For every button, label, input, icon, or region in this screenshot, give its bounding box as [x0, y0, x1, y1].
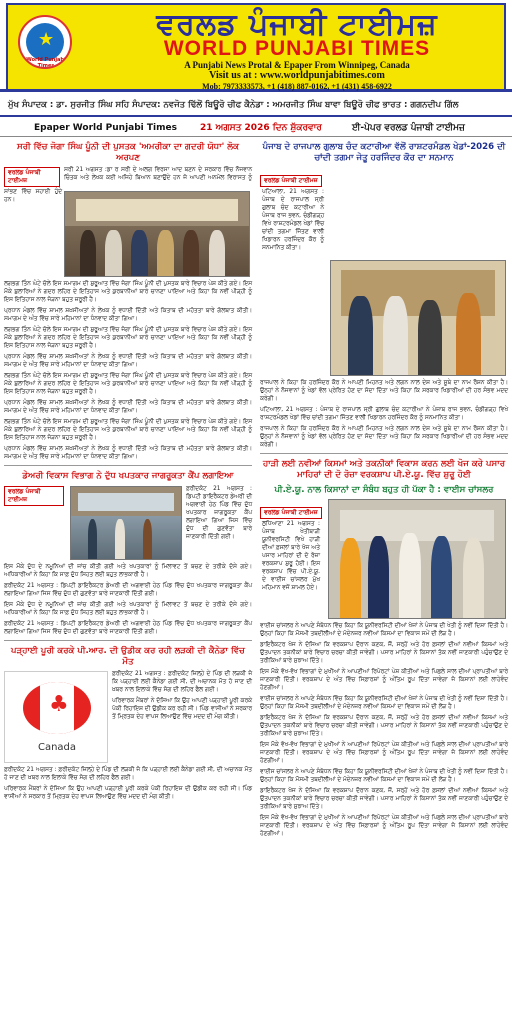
divider [4, 465, 252, 466]
article-badge [260, 167, 326, 256]
dairy-camp-photo[interactable] [70, 486, 182, 560]
article-paragraph: ਡਾਇਰੈਕਟਰ ਖੋਜ ਨੇ ਦੱਸਿਆ ਕਿ ਵਰਕਸ਼ਾਪ ਦੌਰਾਨ ਕਣਕ, ਜੌਂ, ਸਰ੍ਹੋਂ ਅਤੇ ਹੋਰ ਫ਼ਸਲਾਂ ਦੀਆਂ ਨਵੀਆਂ ਕਿਸਮਾਂ ਅਤੇ ਉਤਪਾਦਨ ਤਕਨੀਕਾਂ ਬਾਰੇ ਵਿਚਾਰ ਚਰਚਾ ਕੀਤੀ ਜਾਵੇਗੀ। ਪਸਾਰ ਮਾਹਿਰਾਂ ਨੇ ਕਿਸਾਨਾਂ ਤੱਕ ਨਵੀਂ ਜਾਣਕਾਰੀ ਪਹੁੰਚਾਉਣ ਦੇ ਤਰੀਕਿਆਂ ਬਾਰੇ ਸੁਝਾਅ ਦਿੱਤੇ। [260, 642, 508, 665]
person [383, 296, 407, 376]
person [105, 230, 122, 276]
wall-panel [340, 510, 495, 541]
article-paragraph: ਇਸ ਮੌਕੇ ਦੁੱਧ ਦੇ ਨਮੂਨਿਆਂ ਦੀ ਜਾਂਚ ਕੀਤੀ ਗਈ ਅਤੇ ਖਪਤਕਾਰਾਂ ਨੂੰ ਮਿਲਾਵਟ ਤੋਂ ਬਚਣ ਦੇ ਤਰੀਕੇ ਦੱਸੇ ਗਏ। ਅਧਿਕਾਰੀਆਂ ਨੇ ਕਿਹਾ ਕਿ ਸਾਫ਼ ਦੁੱਧ ਸਿਹਤ ਲਈ ਬਹੁਤ ਲਾਭਕਾਰੀ ਹੈ। [4, 563, 252, 578]
article-paragraph: ਪਟਿਆਲਾ, 21 ਅਗਸਤ : ਪੰਜਾਬ ਦੇ ਰਾਜਪਾਲ ਸ੍ਰੀ ਗੁਲਾਬ ਚੰਦ ਕਟਾਰੀਆ ਨੇ ਪੰਜਾਬ ਰਾਜ ਭਵਨ, ਚੰਡੀਗੜ੍ਹ ਵਿਖੇ ਰਾਸ਼ਟਰਮੰਡਲ ਖੇਡਾਂ ਵਿੱਚ ਚਾਂਦੀ ਤਗਮਾ ਜਿੱਤਣ ਵਾਲੀ ਖਿਡਾਰਨ ਹਰਜਿੰਦਰ ਕੌਰ ਨੂੰ ਸਨਮਾਨਿਤ ਕੀਤਾ। [260, 407, 508, 422]
article-headline[interactable]: ਹਾੜੀ ਲਈ ਨਵੀਆਂ ਕਿਸਮਾਂ ਅਤੇ ਤਕਨੀਕਾਂ ਵਿਕਾਸ ਕਰਨ ਲਈ ਖੋਜ ਕਰੇ ਪਸਾਰ ਮਾਹਿਰਾਂ ਦੀ ਦੋ ਰੋਜ਼ਾ ਵਰਕਸ਼ਾਪ ਪੀ.ਏ.ਯੂ. ਵਿੱਚ ਸ਼ੁਰੂ ਹੋਈ [262, 459, 506, 480]
person [143, 519, 153, 559]
article-body [2, 165, 254, 279]
paper-badge: ਵਰਲਡ ਪੰਜਾਬੀ ਟਾਈਮਜ਼ [4, 167, 60, 187]
article-paragraph: ਫ਼ਰੀਦਕੋਟ 21 ਅਗਸਤ : ਫ਼ਰੀਦਕੋਟ ਜ਼ਿਲ੍ਹੇ ਦੇ ਪਿੰਡ ਦੀ ਲੜਕੀ ਜੋ ਕਿ ਪੜ੍ਹਾਈ ਲਈ ਕੈਨੇਡਾ ਗਈ ਸੀ, ਦੀ ਅਚਾਨਕ ਮੌਤ ਹੋ ਜਾਣ ਦੀ ਖ਼ਬਰ ਨਾਲ ਇਲਾਕੇ ਵਿੱਚ ਸੋਗ ਦੀ ਲਹਿਰ ਫੈਲ ਗਈ। [112, 671, 252, 694]
person [463, 538, 484, 618]
article-paragraph: ਲਗਭਗ ਤਿੰਨ ਘੰਟੇ ਚੱਲੇ ਇਸ ਸਮਾਗਮ ਦੀ ਸ਼ੁਰੂਆਤ ਵਿੱਚ ਜੋਗਾ ਸਿੰਘ ਪੂੰਨੀ ਦੀ ਪੁਸਤਕ ਬਾਰੇ ਵਿਚਾਰ ਪੇਸ਼ ਕੀਤੇ ਗਏ। ਇਸ ਮੌਕੇ ਬੁਲਾਰਿਆਂ ਨੇ ਗਦਰ ਲਹਿਰ ਦੇ ਇਤਿਹਾਸ ਅਤੇ ਕੁਰਬਾਨੀਆਂ ਬਾਰੇ ਚਾਨਣਾ ਪਾਇਆ ਅਤੇ ਕਿਹਾ ਕਿ ਨਵੀਂ ਪੀੜ੍ਹੀ ਨੂੰ ਇਸ ਇਤਿਹਾਸ ਨਾਲ ਜੋੜਨਾ ਬਹੁਤ ਜ਼ਰੂਰੀ ਹੈ। [4, 373, 252, 396]
article-body [2, 669, 254, 765]
maple-leaf-icon: ♣ [49, 692, 69, 718]
article-badge [4, 167, 60, 187]
paper-badge: ਵਰਲਡ ਪੰਜਾਬੀ ਟਾਈਮਜ਼ [4, 486, 64, 506]
article-paragraph: ਫ਼ਰੀਦਕੋਟ 21 ਅਗਸਤ : ਡਿਪਟੀ ਡਾਇਰੈਕਟਰ ਡੇਅਰੀ ਦੀ ਅਗਵਾਈ ਹੇਠ ਪਿੰਡ ਵਿੱਚ ਦੁੱਧ ਖਪਤਕਾਰ ਜਾਗਰੂਕਤਾ ਕੈਂਪ ਲਗਾਇਆ ਗਿਆ ਜਿਸ ਵਿੱਚ ਦੁੱਧ ਦੀ ਗੁਣਵੱਤਾ ਬਾਰੇ ਜਾਣਕਾਰੀ ਦਿੱਤੀ ਗਈ। [4, 582, 252, 597]
person [209, 230, 226, 276]
article-paragraph: ਫ਼ਰੀਦਕੋਟ 21 ਅਗਸਤ : ਫ਼ਰੀਦਕੋਟ ਜ਼ਿਲ੍ਹੇ ਦੇ ਪਿੰਡ ਦੀ ਲੜਕੀ ਜੋ ਕਿ ਪੜ੍ਹਾਈ ਲਈ ਕੈਨੇਡਾ ਗਈ ਸੀ, ਦੀ ਅਚਾਨਕ ਮੌਤ ਹੋ ਜਾਣ ਦੀ ਖ਼ਬਰ ਨਾਲ ਇਲਾਕੇ ਵਿੱਚ ਸੋਗ ਦੀ ਲਹਿਰ ਫੈਲ ਗਈ। [4, 767, 252, 782]
article-paragraph: ਡਾਇਰੈਕਟਰ ਖੋਜ ਨੇ ਦੱਸਿਆ ਕਿ ਵਰਕਸ਼ਾਪ ਦੌਰਾਨ ਕਣਕ, ਜੌਂ, ਸਰ੍ਹੋਂ ਅਤੇ ਹੋਰ ਫ਼ਸਲਾਂ ਦੀਆਂ ਨਵੀਆਂ ਕਿਸਮਾਂ ਅਤੇ ਉਤਪਾਦਨ ਤਕਨੀਕਾਂ ਬਾਰੇ ਵਿਚਾਰ ਚਰਚਾ ਕੀਤੀ ਜਾਵੇਗੀ। ਪਸਾਰ ਮਾਹਿਰਾਂ ਨੇ ਕਿਸਾਨਾਂ ਤੱਕ ਨਵੀਂ ਜਾਣਕਾਰੀ ਪਹੁੰਚਾਉਣ ਦੇ ਤਰੀਕਿਆਂ ਬਾਰੇ ਸੁਝਾਅ ਦਿੱਤੇ। [260, 715, 508, 738]
article-paragraph: ਰਾਜਪਾਲ ਨੇ ਕਿਹਾ ਕਿ ਹਰਜਿੰਦਰ ਕੌਰ ਨੇ ਆਪਣੀ ਮਿਹਨਤ ਅਤੇ ਲਗਨ ਨਾਲ ਦੇਸ਼ ਅਤੇ ਸੂਬੇ ਦਾ ਨਾਮ ਰੌਸ਼ਨ ਕੀਤਾ ਹੈ। ਉਨ੍ਹਾਂ ਨੇ ਨੌਜਵਾਨਾਂ ਨੂੰ ਖੇਡਾਂ ਵੱਲ ਪ੍ਰੇਰਿਤ ਹੋਣ ਦਾ ਸੱਦਾ ਦਿੱਤਾ ਅਤੇ ਕਿਹਾ ਕਿ ਸਰਕਾਰ ਖਿਡਾਰੀਆਂ ਦੀ ਹਰ ਸੰਭਵ ਮਦਦ ਕਰੇਗੀ। [260, 426, 508, 449]
paper-badge: ਵਰਲਡ ਪੰਜਾਬੀ ਟਾਈਮਜ਼ [260, 507, 322, 519]
divider [260, 453, 508, 454]
article-badge [260, 499, 322, 596]
right-column [258, 140, 510, 1024]
newspaper-logo [18, 15, 72, 69]
article-paragraph: ਪਟਿਆਲਾ, 21 ਅਗਸਤ : ਪੰਜਾਬ ਦੇ ਰਾਜਪਾਲ ਸ੍ਰੀ ਗੁਲਾਬ ਚੰਦ ਕਟਾਰੀਆ ਨੇ ਪੰਜਾਬ ਰਾਜ ਭਵਨ, ਚੰਡੀਗੜ੍ਹ ਵਿਖੇ ਰਾਸ਼ਟਰਮੰਡਲ ਖੇਡਾਂ ਵਿੱਚ ਚਾਂਦੀ ਤਗਮਾ ਜਿੱਤਣ ਵਾਲੀ ਖਿਡਾਰਨ ਹਰਜਿੰਦਰ ਕੌਰ ਨੂੰ ਸਨਮਾਨਿਤ ਕੀਤਾ। [262, 189, 324, 252]
article-paragraph: ਲਗਭਗ ਤਿੰਨ ਘੰਟੇ ਚੱਲੇ ਇਸ ਸਮਾਗਮ ਦੀ ਸ਼ੁਰੂਆਤ ਵਿੱਚ ਜੋਗਾ ਸਿੰਘ ਪੂੰਨੀ ਦੀ ਪੁਸਤਕ ਬਾਰੇ ਵਿਚਾਰ ਪੇਸ਼ ਕੀਤੇ ਗਏ। ਇਸ ਮੌਕੇ ਬੁਲਾਰਿਆਂ ਨੇ ਗਦਰ ਲਹਿਰ ਦੇ ਇਤਿਹਾਸ ਅਤੇ ਕੁਰਬਾਨੀਆਂ ਬਾਰੇ ਚਾਨਣਾ ਪਾਇਆ ਅਤੇ ਕਿਹਾ ਕਿ ਨਵੀਂ ਪੀੜ੍ਹੀ ਨੂੰ ਇਸ ਇਤਿਹਾਸ ਨਾਲ ਜੋੜਨਾ ਬਹੁਤ ਜ਼ਰੂਰੀ ਹੈ। [4, 419, 252, 442]
article-paragraph: ਇਸ ਮੌਕੇ ਦੁੱਧ ਦੇ ਨਮੂਨਿਆਂ ਦੀ ਜਾਂਚ ਕੀਤੀ ਗਈ ਅਤੇ ਖਪਤਕਾਰਾਂ ਨੂੰ ਮਿਲਾਵਟ ਤੋਂ ਬਚਣ ਦੇ ਤਰੀਕੇ ਦੱਸੇ ਗਏ। ਅਧਿਕਾਰੀਆਂ ਨੇ ਕਿਹਾ ਕਿ ਸਾਫ਼ ਦੁੱਧ ਸਿਹਤ ਲਈ ਬਹੁਤ ਲਾਭਕਾਰੀ ਹੈ। [4, 601, 252, 616]
article-paragraph: ਇਸ ਮੌਕੇ ਵੱਖ-ਵੱਖ ਵਿਭਾਗਾਂ ਦੇ ਮੁਖੀਆਂ ਨੇ ਆਪਣੀਆਂ ਰਿਪੋਰਟਾਂ ਪੇਸ਼ ਕੀਤੀਆਂ ਅਤੇ ਪਿਛਲੇ ਸਾਲ ਦੀਆਂ ਪ੍ਰਾਪਤੀਆਂ ਬਾਰੇ ਜਾਣਕਾਰੀ ਦਿੱਤੀ। ਵਰਕਸ਼ਾਪ ਦੇ ਅੰਤ ਵਿੱਚ ਸਿਫ਼ਾਰਸ਼ਾਂ ਨੂੰ ਅੰਤਿਮ ਰੂਪ ਦਿੱਤਾ ਜਾਵੇਗਾ ਜੋ ਕਿਸਾਨਾਂ ਲਈ ਲਾਹੇਵੰਦ ਹੋਣਗੀਆਂ। [260, 669, 508, 692]
logo-text: World Punjabi Times [26, 57, 66, 69]
person [348, 296, 372, 376]
article-subheadline: ਪੀ.ਏ.ਯੂ. ਨਾਲ ਕਿਸਾਨਾਂ ਦਾ ਸੰਬੰਧ ਬਹੁਤ ਹੀ ਪੱਕਾ ਹੈ : ਵਾਈਸ ਚਾਂਸਲਰ [274, 484, 494, 495]
person [418, 300, 442, 375]
paper-subline: A Punjabi News Protal & Epaper From Winnipeg, Canada [184, 60, 410, 70]
article-headline[interactable]: ਪੜ੍ਹਾਈ ਪੂਰੀ ਕਰਕੇ ਪੀ.ਆਰ. ਦੀ ਉਡੀਕ ਕਰ ਰਹੀ ਲੜਕੀ ਦੀ ਕੈਨੇਡਾ ਵਿੱਚ ਮੌਤ [11, 645, 245, 667]
person [88, 519, 98, 559]
person [157, 230, 174, 276]
person [183, 230, 200, 276]
pau-workshop-photo[interactable] [328, 499, 506, 619]
article-paragraph: ਲਗਭਗ ਤਿੰਨ ਘੰਟੇ ਚੱਲੇ ਇਸ ਸਮਾਗਮ ਦੀ ਸ਼ੁਰੂਆਤ ਵਿੱਚ ਜੋਗਾ ਸਿੰਘ ਪੂੰਨੀ ਦੀ ਪੁਸਤਕ ਬਾਰੇ ਵਿਚਾਰ ਪੇਸ਼ ਕੀਤੇ ਗਏ। ਇਸ ਮੌਕੇ ਬੁਲਾਰਿਆਂ ਨੇ ਗਦਰ ਲਹਿਰ ਦੇ ਇਤਿਹਾਸ ਅਤੇ ਕੁਰਬਾਨੀਆਂ ਬਾਰੇ ਚਾਨਣਾ ਪਾਇਆ ਅਤੇ ਕਿਹਾ ਕਿ ਨਵੀਂ ਪੀੜ੍ਹੀ ਨੂੰ ਇਸ ਇਤਿਹਾਸ ਨਾਲ ਜੋੜਨਾ ਬਹੁਤ ਜ਼ਰੂਰੀ ਹੈ। [4, 281, 252, 304]
article-badge [4, 486, 64, 506]
epaper-label-punjabi: ਈ-ਪੇਪਰ ਵਰਲਡ ਪੰਜਾਬੀ ਟਾਈਮਜ਼ [352, 123, 465, 133]
paper-title-punjabi: ਵਰਲਡ ਪੰਜਾਬੀ ਟਾਈਮਜ਼ [156, 7, 438, 42]
person [115, 519, 125, 559]
paper-title-english: WORLD PUNJABI TIMES [163, 37, 431, 60]
book-launch-photo[interactable] [64, 191, 250, 277]
article-paragraph: ਇਸ ਮੌਕੇ ਵੱਖ-ਵੱਖ ਵਿਭਾਗਾਂ ਦੇ ਮੁਖੀਆਂ ਨੇ ਆਪਣੀਆਂ ਰਿਪੋਰਟਾਂ ਪੇਸ਼ ਕੀਤੀਆਂ ਅਤੇ ਪਿਛਲੇ ਸਾਲ ਦੀਆਂ ਪ੍ਰਾਪਤੀਆਂ ਬਾਰੇ ਜਾਣਕਾਰੀ ਦਿੱਤੀ। ਵਰਕਸ਼ਾਪ ਦੇ ਅੰਤ ਵਿੱਚ ਸਿਫ਼ਾਰਸ਼ਾਂ ਨੂੰ ਅੰਤਿਮ ਰੂਪ ਦਿੱਤਾ ਜਾਵੇਗਾ ਜੋ ਕਿਸਾਨਾਂ ਲਈ ਲਾਹੇਵੰਦ ਹੋਣਗੀਆਂ। [260, 742, 508, 765]
person [340, 538, 361, 618]
article-paragraph: ਇਸ ਮੌਕੇ ਵੱਖ-ਵੱਖ ਵਿਭਾਗਾਂ ਦੇ ਮੁਖੀਆਂ ਨੇ ਆਪਣੀਆਂ ਰਿਪੋਰਟਾਂ ਪੇਸ਼ ਕੀਤੀਆਂ ਅਤੇ ਪਿਛਲੇ ਸਾਲ ਦੀਆਂ ਪ੍ਰਾਪਤੀਆਂ ਬਾਰੇ ਜਾਣਕਾਰੀ ਦਿੱਤੀ। ਵਰਕਸ਼ਾਪ ਦੇ ਅੰਤ ਵਿੱਚ ਸਿਫ਼ਾਰਸ਼ਾਂ ਨੂੰ ਅੰਤਿਮ ਰੂਪ ਦਿੱਤਾ ਜਾਵੇਗਾ ਜੋ ਕਿਸਾਨਾਂ ਲਈ ਲਾਹੇਵੰਦ ਹੋਣਗੀਆਂ। [260, 815, 508, 838]
masthead-banner [6, 3, 506, 91]
article-headline[interactable]: ਪੰਜਾਬ ਦੇ ਰਾਜਪਾਲ ਗੁਲਾਬ ਚੰਦ ਕਟਾਰੀਆ ਵੱਲੋਂ ਰਾਸ਼ਟਰਮੰਡਲ ਖੇਡਾਂ-2026 ਦੀ ਚਾਂਦੀ ਤਗਮਾ ਜੇਤੂ ਹਰਜਿੰਦਰ ਕੌਰ ਦਾ ਸਨਮਾਨ [262, 142, 506, 163]
left-column [2, 140, 254, 1024]
article-paragraph: ਪਰਿਵਾਰਕ ਮੈਂਬਰਾਂ ਨੇ ਦੱਸਿਆ ਕਿ ਉਹ ਆਪਣੀ ਪੜ੍ਹਾਈ ਪੂਰੀ ਕਰਕੇ ਪੱਕੀ ਰਿਹਾਇਸ਼ ਦੀ ਉਡੀਕ ਕਰ ਰਹੀ ਸੀ। ਪਿੰਡ ਵਾਸੀਆਂ ਨੇ ਸਰਕਾਰ ਤੋਂ ਮ੍ਰਿਤਕ ਦੇਹ ਵਾਪਸ ਲਿਆਉਣ ਵਿੱਚ ਮਦਦ ਦੀ ਮੰਗ ਕੀਤੀ। [112, 698, 252, 721]
governor-felicitation-photo[interactable] [330, 260, 506, 376]
divider [4, 640, 252, 641]
paper-badge: ਵਰਲਡ ਪੰਜਾਬੀ ਟਾਈਮਜ਼ [260, 175, 322, 187]
website-line[interactable]: Visit us at : www.worldpunjabitimes.com [209, 70, 385, 81]
article-paragraph: ਵਾਈਸ ਚਾਂਸਲਰ ਨੇ ਆਪਣੇ ਸੰਬੋਧਨ ਵਿੱਚ ਕਿਹਾ ਕਿ ਯੂਨੀਵਰਸਿਟੀ ਦੀਆਂ ਖੋਜਾਂ ਨੇ ਪੰਜਾਬ ਦੀ ਖੇਤੀ ਨੂੰ ਨਵੀਂ ਦਿਸ਼ਾ ਦਿੱਤੀ ਹੈ। ਉਨ੍ਹਾਂ ਕਿਹਾ ਕਿ ਮੌਸਮੀ ਤਬਦੀਲੀਆਂ ਦੇ ਮੱਦੇਨਜ਼ਰ ਨਵੀਆਂ ਕਿਸਮਾਂ ਦਾ ਵਿਕਾਸ ਸਮੇਂ ਦੀ ਲੋੜ ਹੈ। [260, 696, 508, 711]
article-paragraph: ਰਾਜਪਾਲ ਨੇ ਕਿਹਾ ਕਿ ਹਰਜਿੰਦਰ ਕੌਰ ਨੇ ਆਪਣੀ ਮਿਹਨਤ ਅਤੇ ਲਗਨ ਨਾਲ ਦੇਸ਼ ਅਤੇ ਸੂਬੇ ਦਾ ਨਾਮ ਰੌਸ਼ਨ ਕੀਤਾ ਹੈ। ਉਨ੍ਹਾਂ ਨੇ ਨੌਜਵਾਨਾਂ ਨੂੰ ਖੇਡਾਂ ਵੱਲ ਪ੍ਰੇਰਿਤ ਹੋਣ ਦਾ ਸੱਦਾ ਦਿੱਤਾ ਅਤੇ ਕਿਹਾ ਕਿ ਸਰਕਾਰ ਖਿਡਾਰੀਆਂ ਦੀ ਹਰ ਸੰਭਵ ਮਦਦ ਕਰੇਗੀ। [260, 380, 508, 403]
stage-banner [78, 493, 175, 512]
person [368, 536, 389, 619]
article-paragraph: ਫ਼ਰੀਦਕੋਟ 21 ਅਗਸਤ : ਡਿਪਟੀ ਡਾਇਰੈਕਟਰ ਡੇਅਰੀ ਦੀ ਅਗਵਾਈ ਹੇਠ ਪਿੰਡ ਵਿੱਚ ਦੁੱਧ ਖਪਤਕਾਰ ਜਾਗਰੂਕਤਾ ਕੈਂਪ ਲਗਾਇਆ ਗਿਆ ਜਿਸ ਵਿੱਚ ਦੁੱਧ ਦੀ ਗੁਣਵੱਤਾ ਬਾਰੇ ਜਾਣਕਾਰੀ ਦਿੱਤੀ ਗਈ। [186, 485, 252, 540]
article-paragraph: ਵਾਈਸ ਚਾਂਸਲਰ ਨੇ ਆਪਣੇ ਸੰਬੋਧਨ ਵਿੱਚ ਕਿਹਾ ਕਿ ਯੂਨੀਵਰਸਿਟੀ ਦੀਆਂ ਖੋਜਾਂ ਨੇ ਪੰਜਾਬ ਦੀ ਖੇਤੀ ਨੂੰ ਨਵੀਂ ਦਿਸ਼ਾ ਦਿੱਤੀ ਹੈ। ਉਨ੍ਹਾਂ ਕਿਹਾ ਕਿ ਮੌਸਮੀ ਤਬਦੀਲੀਆਂ ਦੇ ਮੱਦੇਨਜ਼ਰ ਨਵੀਆਂ ਕਿਸਮਾਂ ਦਾ ਵਿਕਾਸ ਸਮੇਂ ਦੀ ਲੋੜ ਹੈ। [260, 623, 508, 638]
star-icon: ★ [38, 29, 55, 50]
contact-numbers: Mob: 7973333573, +1 (418) 887-0162, +1 (431) 458-6922 [202, 82, 392, 91]
article-paragraph: ਡਾਇਰੈਕਟਰ ਖੋਜ ਨੇ ਦੱਸਿਆ ਕਿ ਵਰਕਸ਼ਾਪ ਦੌਰਾਨ ਕਣਕ, ਜੌਂ, ਸਰ੍ਹੋਂ ਅਤੇ ਹੋਰ ਫ਼ਸਲਾਂ ਦੀਆਂ ਨਵੀਆਂ ਕਿਸਮਾਂ ਅਤੇ ਉਤਪਾਦਨ ਤਕਨੀਕਾਂ ਬਾਰੇ ਵਿਚਾਰ ਚਰਚਾ ਕੀਤੀ ਜਾਵੇਗੀ। ਪਸਾਰ ਮਾਹਿਰਾਂ ਨੇ ਕਿਸਾਨਾਂ ਤੱਕ ਨਵੀਂ ਜਾਣਕਾਰੀ ਪਹੁੰਚਾਉਣ ਦੇ ਤਰੀਕਿਆਂ ਬਾਰੇ ਸੁਝਾਅ ਦਿੱਤੇ। [260, 788, 508, 811]
person [131, 230, 148, 276]
person [399, 533, 420, 618]
article-body [258, 165, 510, 378]
article-paragraph: ਪ੍ਰਧਾਨ ਮੰਡਲ ਵਿੱਚ ਸ਼ਾਮਲ ਸ਼ਖ਼ਸੀਅਤਾਂ ਨੇ ਲੇਖਕ ਨੂੰ ਵਧਾਈ ਦਿੱਤੀ ਅਤੇ ਕਿਤਾਬ ਦੀ ਮਹੱਤਤਾ ਬਾਰੇ ਗੱਲਬਾਤ ਕੀਤੀ। ਸਮਾਗਮ ਦੇ ਅੰਤ ਵਿੱਚ ਸਾਰੇ ਮਹਿਮਾਨਾਂ ਦਾ ਧੰਨਵਾਦ ਕੀਤਾ ਗਿਆ। [4, 308, 252, 323]
editors-line: ਮੁੱਖ ਸੰਪਾਦਕ : ਡਾ. ਸੁਰਜੀਤ ਸਿੰਘ ਸਹਿ ਸੰਪਾਦਕ: ਨਵਜੋਤ ਢਿੱਲੋਂ ਬਿਊਰੋ ਚੀਫ ਕੈਨੇਡਾ : ਅਮਰਜੀਤ ਸਿੰਘ ਬਾਵਾ ਬਿਊਰੋ ਚੀਫ ਭਾਰਤ : ਗਗਨਦੀਪ ਗਿੱਲ [0, 95, 512, 117]
person [80, 230, 97, 276]
article-paragraph: ਪ੍ਰਧਾਨ ਮੰਡਲ ਵਿੱਚ ਸ਼ਾਮਲ ਸ਼ਖ਼ਸੀਅਤਾਂ ਨੇ ਲੇਖਕ ਨੂੰ ਵਧਾਈ ਦਿੱਤੀ ਅਤੇ ਕਿਤਾਬ ਦੀ ਮਹੱਤਤਾ ਬਾਰੇ ਗੱਲਬਾਤ ਕੀਤੀ। ਸਮਾਗਮ ਦੇ ਅੰਤ ਵਿੱਚ ਸਾਰੇ ਮਹਿਮਾਨਾਂ ਦਾ ਧੰਨਵਾਦ ਕੀਤਾ ਗਿਆ। [4, 400, 252, 415]
article-paragraph: ਸਰੀ 21 ਅਗਸਤ :ਡਾ ਰ ਸਰੀ ਦੇ ਅਲਗ ਵਿਰਸਾ ਆਦ ਬਣਨ ਦੇ ਸਰਕਾਰ ਵਿੱਚ ਨੌਜਵਾਨ ਚਿੰਤਕ ਅਤੇ ਲੇਖਕ ਕਈ ਅਜਿਹੇ ਬਿਆਨ ਬਣਾਉਂਦੇ ਹਨ ਜੋ ਆਪਣੀ ਅਨਮੋਲ ਵਿਰਾਸਤ ਨੂੰ ਸਾਂਭਣ ਵਿੱਚ ਸਹਾਈ ਹੁੰਦੇ ਹਨ। [4, 167, 252, 204]
article-paragraph: ਪ੍ਰਧਾਨ ਮੰਡਲ ਵਿੱਚ ਸ਼ਾਮਲ ਸ਼ਖ਼ਸੀਅਤਾਂ ਨੇ ਲੇਖਕ ਨੂੰ ਵਧਾਈ ਦਿੱਤੀ ਅਤੇ ਕਿਤਾਬ ਦੀ ਮਹੱਤਤਾ ਬਾਰੇ ਗੱਲਬਾਤ ਕੀਤੀ। ਸਮਾਗਮ ਦੇ ਅੰਤ ਵਿੱਚ ਸਾਰੇ ਮਹਿਮਾਨਾਂ ਦਾ ਧੰਨਵਾਦ ਕੀਤਾ ਗਿਆ। [4, 354, 252, 369]
canada-image[interactable] [4, 671, 108, 763]
person [431, 536, 452, 619]
article-body [258, 497, 510, 621]
article-body [2, 484, 254, 562]
article-paragraph: ਫ਼ਰੀਦਕੋਟ 21 ਅਗਸਤ : ਡਿਪਟੀ ਡਾਇਰੈਕਟਰ ਡੇਅਰੀ ਦੀ ਅਗਵਾਈ ਹੇਠ ਪਿੰਡ ਵਿੱਚ ਦੁੱਧ ਖਪਤਕਾਰ ਜਾਗਰੂਕਤਾ ਕੈਂਪ ਲਗਾਇਆ ਗਿਆ ਜਿਸ ਵਿੱਚ ਦੁੱਧ ਦੀ ਗੁਣਵੱਤਾ ਬਾਰੇ ਜਾਣਕਾਰੀ ਦਿੱਤੀ ਗਈ। [4, 620, 252, 635]
canada-flag-icon [23, 682, 91, 734]
epaper-label: Epaper World Punjabi Times [34, 123, 177, 133]
stage-banner [76, 199, 238, 221]
article-headline[interactable]: ਡੇਅਰੀ ਵਿਕਾਸ ਵਿਭਾਗ ਨੇ ਦੁੱਧ ਖਪਤਕਾਰ ਜਾਗਰੂਕਤਾ ਕੈਂਪ ਲਗਾਇਆ [22, 471, 234, 482]
article-headline[interactable]: ਸਰੀ ਵਿੱਚ ਜੋਗਾ ਸਿੰਘ ਪੂੰਨੀ ਦੀ ਪੁਸਤਕ 'ਅਮਰੀਕਾ ਦਾ ਗਦਰੀ ਯੋਧਾ' ਲੋਕ ਅਰਪਣ [17, 142, 239, 163]
article-paragraph: ਪਰਿਵਾਰਕ ਮੈਂਬਰਾਂ ਨੇ ਦੱਸਿਆ ਕਿ ਉਹ ਆਪਣੀ ਪੜ੍ਹਾਈ ਪੂਰੀ ਕਰਕੇ ਪੱਕੀ ਰਿਹਾਇਸ਼ ਦੀ ਉਡੀਕ ਕਰ ਰਹੀ ਸੀ। ਪਿੰਡ ਵਾਸੀਆਂ ਨੇ ਸਰਕਾਰ ਤੋਂ ਮ੍ਰਿਤਕ ਦੇਹ ਵਾਪਸ ਲਿਆਉਣ ਵਿੱਚ ਮਦਦ ਦੀ ਮੰਗ ਕੀਤੀ। [4, 786, 252, 801]
issue-date: 21 ਅਗਸਤ 2026 ਦਿਨ ਸ਼ੁੱਕਰਵਾਰ [200, 123, 322, 133]
article-paragraph: ਲਗਭਗ ਤਿੰਨ ਘੰਟੇ ਚੱਲੇ ਇਸ ਸਮਾਗਮ ਦੀ ਸ਼ੁਰੂਆਤ ਵਿੱਚ ਜੋਗਾ ਸਿੰਘ ਪੂੰਨੀ ਦੀ ਪੁਸਤਕ ਬਾਰੇ ਵਿਚਾਰ ਪੇਸ਼ ਕੀਤੇ ਗਏ। ਇਸ ਮੌਕੇ ਬੁਲਾਰਿਆਂ ਨੇ ਗਦਰ ਲਹਿਰ ਦੇ ਇਤਿਹਾਸ ਅਤੇ ਕੁਰਬਾਨੀਆਂ ਬਾਰੇ ਚਾਨਣਾ ਪਾਇਆ ਅਤੇ ਕਿਹਾ ਕਿ ਨਵੀਂ ਪੀੜ੍ਹੀ ਨੂੰ ਇਸ ਇਤਿਹਾਸ ਨਾਲ ਜੋੜਨਾ ਬਹੁਤ ਜ਼ਰੂਰੀ ਹੈ। [4, 327, 252, 350]
article-paragraph: ਲੁਧਿਆਣਾ 21 ਅਗਸਤ : ਪੰਜਾਬ ਖੇਤੀਬਾੜੀ ਯੂਨੀਵਰਸਿਟੀ ਵਿਖੇ ਹਾੜੀ ਦੀਆਂ ਫ਼ਸਲਾਂ ਬਾਰੇ ਖੋਜ ਅਤੇ ਪਸਾਰ ਮਾਹਿਰਾਂ ਦੀ ਦੋ ਰੋਜ਼ਾ ਵਰਕਸ਼ਾਪ ਸ਼ੁਰੂ ਹੋਈ। ਇਸ ਵਰਕਸ਼ਾਪ ਵਿੱਚ ਪੀ.ਏ.ਯੂ. ਦੇ ਵਾਈਸ ਚਾਂਸਲਰ ਮੁੱਖ ਮਹਿਮਾਨ ਵਜੋਂ ਸ਼ਾਮਲ ਹੋਏ। [262, 521, 320, 592]
article-paragraph: ਵਾਈਸ ਚਾਂਸਲਰ ਨੇ ਆਪਣੇ ਸੰਬੋਧਨ ਵਿੱਚ ਕਿਹਾ ਕਿ ਯੂਨੀਵਰਸਿਟੀ ਦੀਆਂ ਖੋਜਾਂ ਨੇ ਪੰਜਾਬ ਦੀ ਖੇਤੀ ਨੂੰ ਨਵੀਂ ਦਿਸ਼ਾ ਦਿੱਤੀ ਹੈ। ਉਨ੍ਹਾਂ ਕਿਹਾ ਕਿ ਮੌਸਮੀ ਤਬਦੀਲੀਆਂ ਦੇ ਮੱਦੇਨਜ਼ਰ ਨਵੀਆਂ ਕਿਸਮਾਂ ਦਾ ਵਿਕਾਸ ਸਮੇਂ ਦੀ ਲੋੜ ਹੈ। [260, 769, 508, 784]
person [456, 293, 480, 375]
masthead [0, 0, 512, 92]
dateline [0, 119, 512, 137]
article-paragraph: ਪ੍ਰਧਾਨ ਮੰਡਲ ਵਿੱਚ ਸ਼ਾਮਲ ਸ਼ਖ਼ਸੀਅਤਾਂ ਨੇ ਲੇਖਕ ਨੂੰ ਵਧਾਈ ਦਿੱਤੀ ਅਤੇ ਕਿਤਾਬ ਦੀ ਮਹੱਤਤਾ ਬਾਰੇ ਗੱਲਬਾਤ ਕੀਤੀ। ਸਮਾਗਮ ਦੇ ਅੰਤ ਵਿੱਚ ਸਾਰੇ ਮਹਿਮਾਨਾਂ ਦਾ ਧੰਨਵਾਦ ਕੀਤਾ ਗਿਆ। [4, 446, 252, 461]
canada-label: Canada [37, 742, 77, 754]
